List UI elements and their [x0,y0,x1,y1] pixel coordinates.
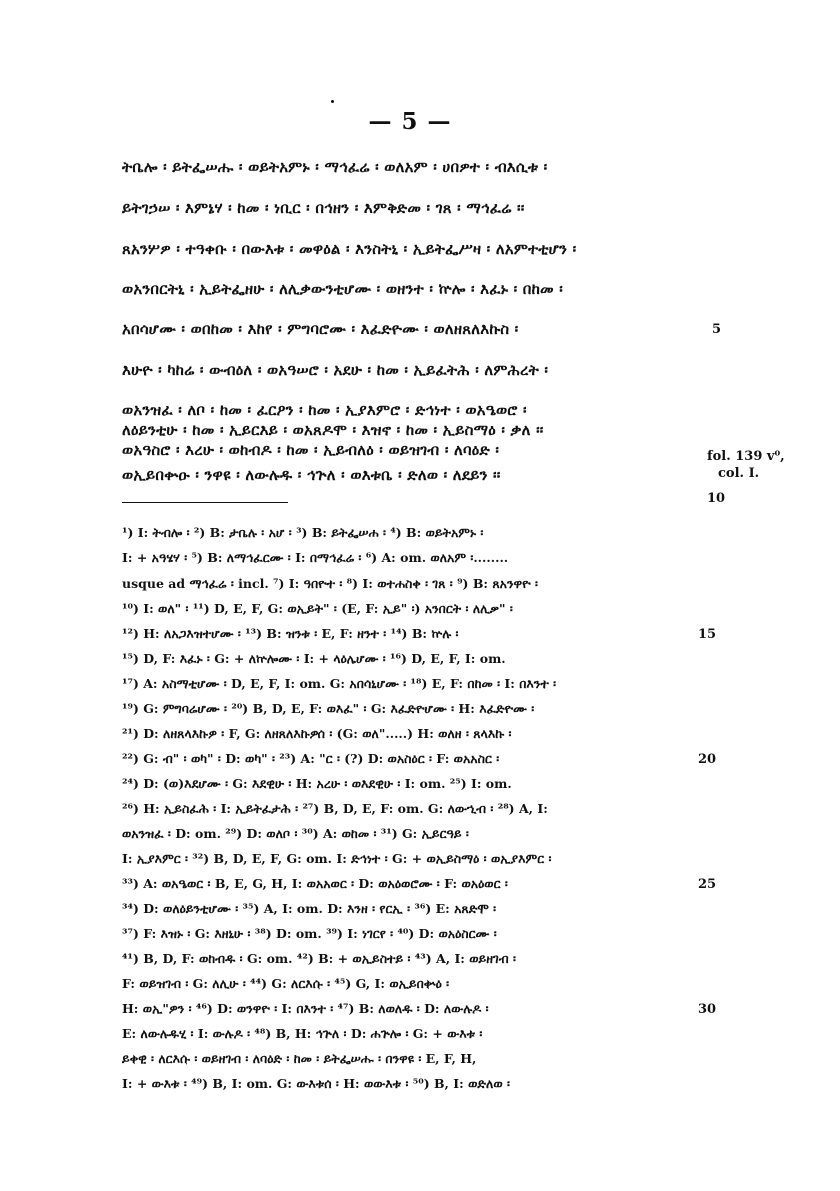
footnote-line: ²⁶) H: ኢይስፈሕ ፡ I: ኢይትፈታሕ ፡ ²⁷) B, D, E, F: om. G: ለውኂብ ፡ ²⁸) A, I: [122,801,548,816]
printer-dot [331,100,334,103]
main-text-line: ትቤሎ ፡ ይትፌሠሑ ፡ ወይትአምኑ ፡ ማኅፈሬ ፡ ወለአም ፡ ሀበዎተ ፡ ብእሲቱ ፡ [122,158,548,176]
footnote-line: I: + አዓሄሃ ፡ ⁵) B: ለማኅፈርሙ ፡ I: በማኅፈሬ ፡ ⁶) A: om. ወለአም ፡........ [122,550,509,565]
page-number: — 5 — [368,108,452,135]
footnote-line: ¹⁷) A: አስማቲሆሙ ፡ D, E, F, I: om. G: አበሳኒሆሙ ፡ ¹⁸) E, F: በከመ ፡ I: በእንተ ፡ [122,676,557,691]
footnote-line: usque ad ማኅፈሬ ፡ incl. ⁷) I: ዓበዮተ ፡ ⁸) I: ወተሐስቀ ፡ ገጸ ፡ ⁹) B: ጸአንዋዮ ፡ [122,576,538,591]
line-number: 5 [712,322,722,337]
footnote-line: ¹) I: ትብሎ ፡ ²) B: ታቤሉ ፡ አሆ ፡ ³) B: ይትፌሠሐ ፡ ⁴) B: ወይትአምኑ ፡ [122,525,484,540]
line-number: 15 [698,627,717,642]
folio-column: col. I. [718,466,760,481]
footnote-line: I: ኢያእምር ፡ ³²) B, D, E, F, G: om. I: ድኅነተ ፡ G: + ወኢይስማዕ ፡ ወኢያእምር ፡ [122,851,552,866]
footnote-line: ³⁷) F: እዝኑ ፡ G: እዘኒሁ ፡ ³⁸) D: om. ³⁹) I: ነገርየ ፡ ⁴⁰) D: ወአዕስርሙ ፡ [122,926,497,941]
footnote-line: ²¹) D: ለዘጸላእኩዎ ፡ F, G: ለዘጸለእኩዎሰ ፡ (G: ወለ".....) H: ወለዘ ፡ ጸላእኩ ፡ [122,726,512,741]
line-number: 20 [698,752,717,767]
footnote-line: ²⁴) D: (ወ)እደሆሙ ፡ G: እደዊሁ ፡ H: አረሁ ፡ ወእደዊሁ ፡ I: om. ²⁵) I: om. [122,776,512,791]
main-text-line: አበሳሆሙ ፡ ወበከመ ፡ እከየ ፡ ምግባሮሙ ፡ እፈድዮሙ ፡ ወለዘጸለእኩስ ፡ [122,320,519,338]
folio-reference: fol. 139 v⁰, [707,449,785,464]
footnote-rule [122,502,288,503]
footnote-line: E: ለውሉዱሂ ፡ I: ውሉዶ ፡ ⁴⁸) B, H: ኅጕለ ፡ D: ሐጕሎ ፡ G: + ውእቱ ፡ [122,1026,483,1041]
main-text-line: ወኢይበቍዑ ፡ ንዋዩ ፡ ለውሉዱ ፡ ኅጕለ ፡ ወእቱቤ ፡ ድለወ ፡ ለደይን ፡፡ [122,466,501,484]
main-text-line: ወአንዝፈ ፡ ለቦ ፡ ከመ ፡ ፈርዖን ፡ ከመ ፡ ኢያእምሮ ፡ ድኅነተ ፡ ወአዔወሮ ፡ [122,401,527,419]
footnote-line: ²²) G: ብ" ፡ ወካ" ፡ D: ወካ" ፡ ²³) A: "ር ፡ (?) D: ወአስዕር ፡ F: ወአአስር ፡ [122,751,500,766]
line-number: 10 [707,491,726,506]
footnote-line: H: ወኢ"ዎን ፡ ⁴⁶) D: ወንዋዮ ፡ I: በእንተ ፡ ⁴⁷) B: ለወለዱ ፡ D: ለውሉዶ ፡ [122,1001,489,1016]
main-text-line: ለዕይንቲሁ ፡ ከመ ፡ ኢይርእይ ፡ ወአጸዶሞ ፡ እዝኖ ፡ ከመ ፡ ኢይስማዕ ፡ ቃለ ፡፡ [122,421,544,439]
footnote-line: ¹⁰) I: ወለ" ፡ ¹¹) D, E, F, G: ወኢይት" ፡ (E, F: ኢይ" ፡) አንበርት ፡ ለሊቃ" ፡ [122,601,513,616]
line-number: 25 [698,877,717,892]
main-text-line: ጸአንሦዎ ፡ ተዓቀቡ ፡ በውእቱ ፡ መዋዕል ፡ እንስትኒ ፡ ኢይትፌሥዛ ፡ ለአምተቲሆን ፡ [122,240,577,258]
main-text-line: ወአዓስሮ ፡ እረሁ ፡ ወከብዶ ፡ ከመ ፡ ኢይብለዕ ፡ ወይዝገብ ፡ ለባዕድ ፡ [122,441,500,459]
main-text-line: እሁዮ ፡ ካከሬ ፡ ውብዕለ ፡ ወአዓሠሮ ፡ አደሁ ፡ ከመ ፡ ኢይፈትሕ ፡ ለምሕረት ፡ [122,361,549,379]
line-number: 30 [698,1002,717,1017]
footnote-line: ³³) A: ወአዔወር ፡ B, E, G, H, I: ወአአወር ፡ D: ወአዕወሮሙ ፡ F: ወአዕወር ፡ [122,876,508,891]
footnote-line: ይቀዊ ፡ ለርእሱ ፡ ወይዘገብ ፡ ለባዕድ ፡ ከመ ፡ ይትፌሠሑ ፡ በንዋዩ ፡ E, F, H, [122,1051,477,1066]
footnote-line: ¹²) H: ለአጋእዝተሆሙ ፡ ¹³) B: ዝንቱ ፡ E, F: ዘንተ ፡ ¹⁴) B: ኵሉ ፡ [122,626,459,641]
footnote-line: ⁴¹) B, D, F: ወከብዱ ፡ G: om. ⁴²) B: + ወኢይስተይ ፡ ⁴³) A, I: ወይዘገብ ፡ [122,951,516,966]
footnote-line: ¹⁵) D, F: እፈኑ ፡ G: + ለኵሎሙ ፡ I: + ላዕሌሆሙ ፡ ¹⁶) D, E, F, I: om. [122,651,506,666]
footnote-line: I: + ውእቱ ፡ ⁴⁹) B, I: om. G: ውእቱሰ ፡ H: ወውእቱ ፡ ⁵⁰) B, I: ወድለወ ፡ [122,1076,510,1091]
footnote-line: ¹⁹) G: ምግባሬሆሙ ፡ ²⁰) B, D, E, F: ወእፈ" ፡ G: እፈድዮሆሙ ፡ H: እፈድዮሙ ፡ [122,701,535,716]
footnote-line: F: ወይዝገብ ፡ G: ለሊሁ ፡ ⁴⁴) G: ለርእሱ ፡ ⁴⁵) G, I: ወኢይበቍዕ ፡ [122,976,450,991]
footnote-line: ³⁴) D: ወለዕይንቲሆሙ ፡ ³⁵) A, I: om. D: እንዘ ፡ የርኢ ፡ ³⁶) E: አጸድሞ ፡ [122,901,497,916]
footnote-line: ወአንዝፈ ፡ D: om. ²⁹) D: ወለቦ ፡ ³⁰) A: ወከመ ፡ ³¹) G: ኢይርዓይ ፡ [122,826,469,841]
main-text-line: ወአንበርትኒ ፡ ኢይትፌዘሁ ፡ ለሊቃውንቲሆሙ ፡ ወዘንተ ፡ ኵሎ ፡ እፈኑ ፡ በከመ ፡ [122,280,563,298]
main-text-line: ይትገኃሠ ፡ እምኔሃ ፡ ከመ ፡ ነቢር ፡ በኅዘን ፡ እምቅድመ ፡ ገጸ ፡ ማኅፈሬ ፡፡ [122,199,525,217]
